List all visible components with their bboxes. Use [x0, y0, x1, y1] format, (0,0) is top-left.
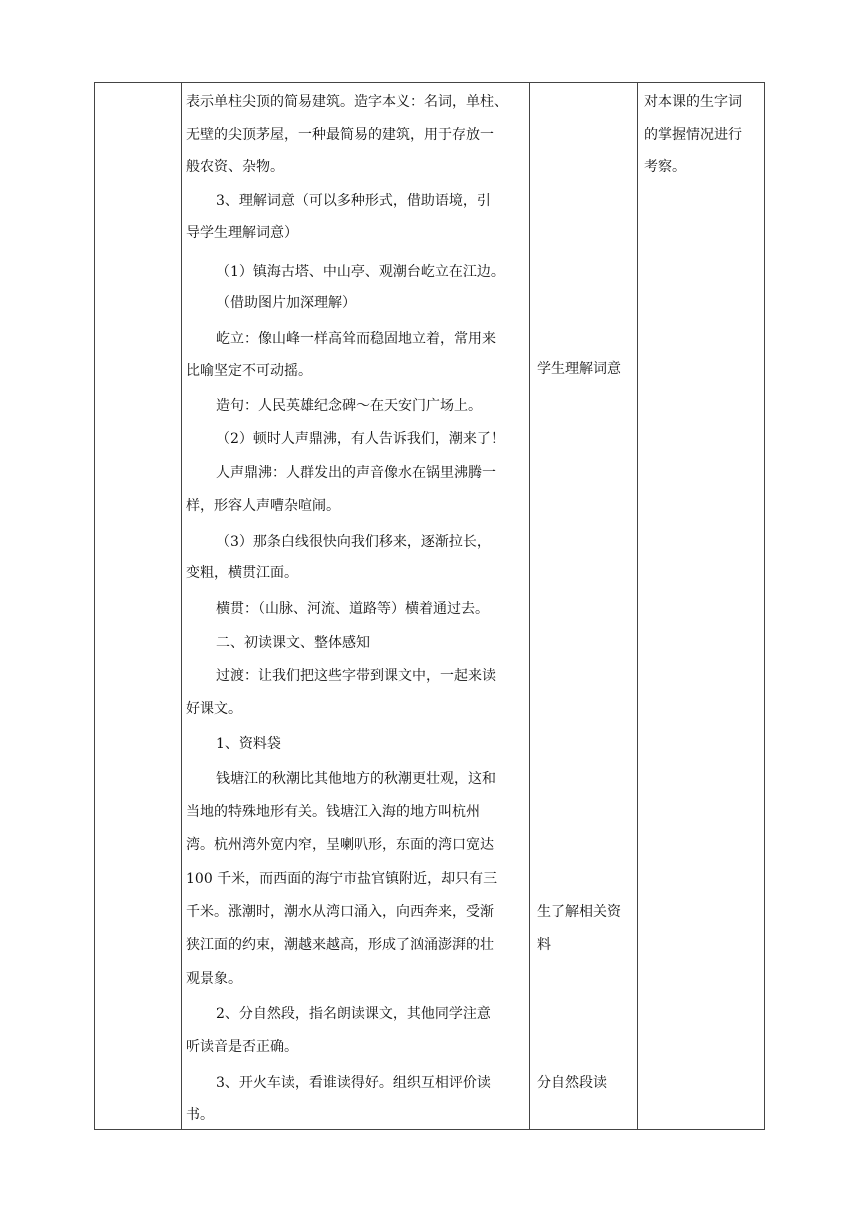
note-line: 考察。: [644, 159, 686, 175]
content-line: 狭江面的约束，潮越来越高，形成了汹涌澎湃的壮: [186, 937, 494, 953]
content-line: 无壁的尖顶茅屋，一种最简易的建筑，用于存放一: [186, 127, 494, 143]
content-line: 千米。涨潮时，潮水从湾口涌入，向西奔来，受渐: [186, 904, 494, 920]
content-line: （借助图片加深理解）: [216, 295, 356, 311]
student-activity-line: 料: [537, 937, 551, 953]
note-line: 的掌握情况进行: [644, 127, 742, 143]
student-activity-line: 生了解相关资: [537, 904, 621, 920]
content-line: （2）顿时人声鼎沸，有人告诉我们，潮来了！: [216, 431, 505, 447]
content-line: 3、开火车读，看谁读得好。组织互相评价读: [216, 1075, 491, 1091]
column-divider: [181, 83, 182, 1129]
content-line: 钱塘江的秋潮比其他地方的秋潮更壮观，这和: [216, 771, 496, 787]
lesson-plan-table: [94, 82, 765, 1130]
column-divider: [637, 83, 638, 1129]
column-divider: [529, 83, 530, 1129]
content-line: 观景象。: [186, 971, 242, 987]
content-line: 过渡：让我们把这些字带到课文中，一起来读: [216, 668, 496, 684]
content-line: 横贯：（山脉、河流、道路等）横着通过去。: [216, 601, 489, 617]
content-line: 2、分自然段，指名朗读课文，其他同学注意: [216, 1006, 491, 1022]
content-line: 书。: [186, 1107, 214, 1123]
content-line: 人声鼎沸：人群发出的声音像水在锅里沸腾一: [216, 465, 496, 481]
content-line: （1）镇海古塔、中山亭、观潮台屹立在江边。: [216, 264, 505, 280]
content-line: 样，形容人声嘈杂喧闹。: [186, 498, 340, 514]
content-line: 3、理解词意（可以多种形式，借助语境，引: [216, 193, 491, 209]
content-line: 好课文。: [186, 701, 242, 717]
content-line: 比喻坚定不可动摇。: [186, 363, 312, 379]
content-line: 变粗，横贯江面。: [186, 565, 298, 581]
content-line: 屹立：像山峰一样高耸而稳固地立着，常用来: [216, 331, 496, 347]
content-line: 表示单柱尖顶的简易建筑。造字本义：名词，单柱、: [186, 94, 508, 110]
content-line: 100 千米，而西面的海宁市盐官镇附近，却只有三: [186, 871, 498, 887]
content-line: 导学生理解词意）: [186, 225, 298, 241]
content-line: 二、初读课文、整体感知: [216, 635, 370, 651]
student-activity-line: 学生理解词意: [537, 361, 621, 377]
student-activity-line: 分自然段读: [537, 1075, 607, 1091]
content-line: 听读音是否正确。: [186, 1039, 298, 1055]
content-line: 当地的特殊地形有关。钱塘江入海的地方叫杭州: [186, 804, 480, 820]
content-line: 湾。杭州湾外宽内窄，呈喇叭形，东面的湾口宽达: [186, 837, 494, 853]
content-line: 1、资料袋: [216, 736, 281, 752]
content-line: （3）那条白线很快向我们移来，逐渐拉长，: [216, 534, 491, 550]
content-line: 造句：人民英雄纪念碑～在天安门广场上。: [216, 398, 482, 414]
content-line: 般农资、杂物。: [186, 159, 284, 175]
note-line: 对本课的生字词: [644, 94, 742, 110]
